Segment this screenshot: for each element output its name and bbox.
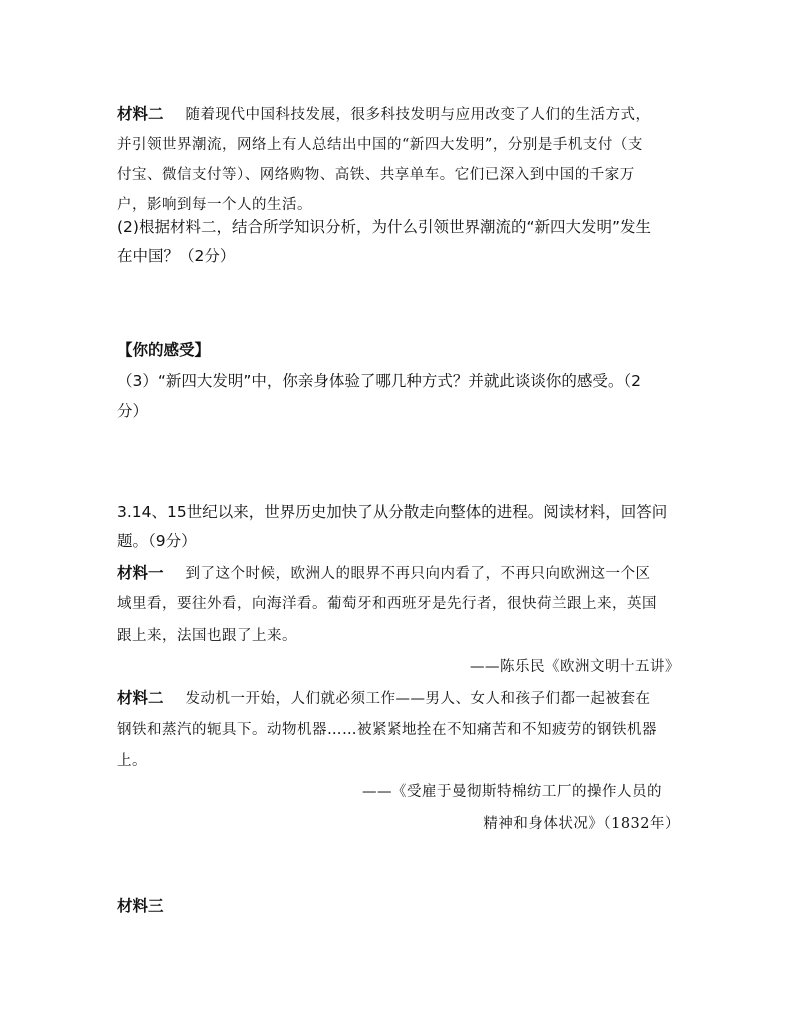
question-2-line-1: (2)根据材料二，结合所学知识分析，为什么引领世界潮流的“新四大发明”发生 (117, 218, 652, 236)
question-2-line-2: 在中国？（2分） (117, 247, 236, 265)
material-label: 材料二 (117, 105, 164, 123)
material-1-line-2: 域里看，要往外看，向海洋看。葡萄牙和西班牙是先行者，很快荷兰跟上来，英国 (117, 596, 657, 612)
material-2-line-1 (117, 104, 651, 125)
material-3-label: 材料三 (117, 897, 164, 915)
material-text: 随着现代中国科技发展，很多科技发明与应用改变了人们的生活方式， (185, 107, 651, 123)
material-1-line-3: 跟上来，法国也跟了上来。 (117, 628, 297, 644)
question-3-line-2: 分） (117, 402, 149, 420)
material-2b-source-1: ——《受雇于曼彻斯特棉纺工厂的操作人员的 (362, 784, 662, 800)
material-1-source: ——陈乐民《欧洲文明十五讲》 (470, 659, 680, 675)
material-2-line-3: 付宝、微信支付等）、网络购物、高铁、共享单车。它们已深入到中国的千家万 (117, 167, 635, 183)
material-text: 发动机一开始，人们就必须工作——男人、女人和孩子们都一起被套在 (185, 691, 651, 707)
material-2b-line-3: 上。 (117, 753, 147, 769)
material-2b-line-2: 钢铁和蒸汽的轭具下。动物机器……被紧紧地拴在不知痛苦和不知疲劳的钢铁机器 (117, 722, 657, 738)
material-2-line-4: 户，影响到每一个人的生活。 (117, 197, 312, 213)
material-label: 材料一 (117, 564, 164, 582)
material-2b-line-1 (117, 688, 651, 709)
material-2b-source-2: 精神和身体状况》（1832年） (483, 816, 680, 832)
main-question-line-2: 题。（9分） (117, 532, 197, 550)
material-label: 材料二 (117, 689, 164, 707)
material-2-line-2: 并引领世界潮流，网络上有人总结出中国的“新四大发明”，分别是手机支付（支 (117, 137, 643, 153)
feeling-heading: 【你的感受】 (117, 341, 211, 359)
material-1-line-1 (117, 563, 651, 584)
main-question-line-1: 3.14、15世纪以来，世界历史加快了从分散走向整体的进程。阅读材料，回答问 (117, 503, 668, 521)
material-text: 到了这个时候，欧洲人的眼界不再只向内看了，不再只向欧洲这一个区 (185, 566, 651, 582)
question-3-line-1: （3）“新四大发明”中，你亲身体验了哪几种方式？并就此谈谈你的感受。（2 (117, 372, 642, 390)
